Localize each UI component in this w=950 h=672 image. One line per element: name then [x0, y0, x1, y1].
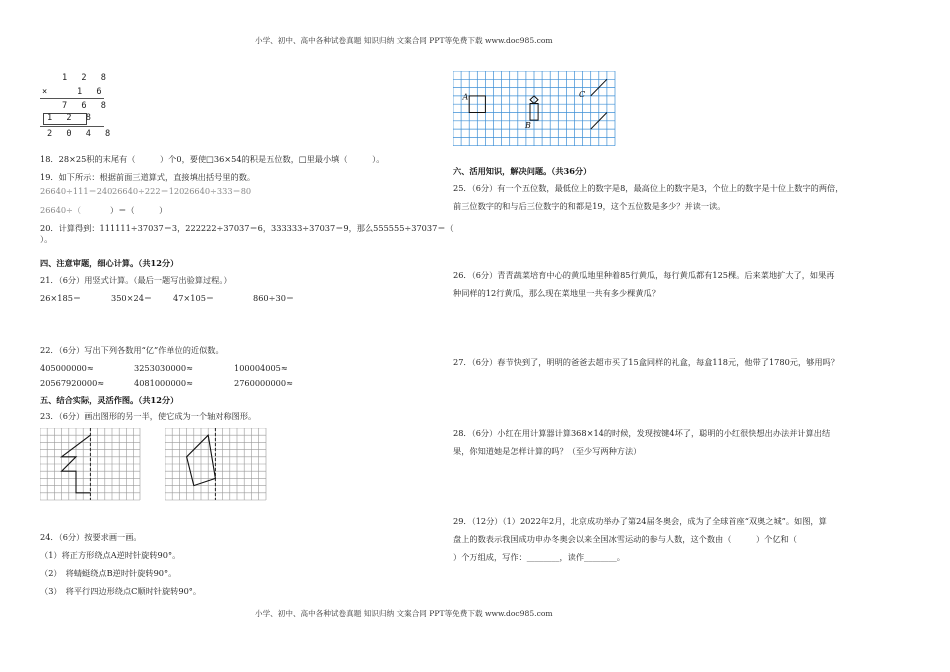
- section-5-heading: 五、结合实际，灵活作图。（共12分）: [40, 395, 179, 405]
- q21-item-4: 860÷30＝: [253, 293, 295, 303]
- q21-item-2: 350×24＝: [111, 293, 153, 303]
- q21-item-1: 26×185＝: [40, 293, 82, 303]
- question-28-line-2: 果，你知道她是怎样计算的吗？（至少写两种方法）: [453, 446, 642, 456]
- question-26-line-2: 种同样的12行黄瓜，那么现在菜地里一共有多少棵黄瓜？: [453, 288, 660, 298]
- question-25: 25．（6分）有一个五位数，最低位上的数字是8，最高位上的数字是3，个位上的数字是十位上数字的两倍，: [453, 183, 844, 193]
- question-25-line-2: 前三位数字的和与后三位数字的和都是19，这个五位数是多少？并读一读。: [453, 201, 726, 211]
- calc-result: 2 0 4 8: [47, 129, 115, 139]
- question-22: 22．（6分）写出下列各数用“亿”作单位的近似数。: [40, 345, 224, 355]
- calc-multiplicand: 1 2 8: [62, 73, 111, 83]
- question-29-line-2: 盘上的数表示我国成功申办冬奥会以来全国冰雪运动的参与人数，这个数由（ ）个亿和（: [453, 534, 797, 544]
- q22-item-2: 3253030000≈: [134, 363, 193, 373]
- calc-times-sign: ×: [42, 87, 52, 97]
- q22-item-4: 20567920000≈: [40, 378, 105, 388]
- question-19: 19．如下所示：根据前面三道算式，直接填出括号里的数。: [40, 172, 256, 182]
- question-29: 29．（12分）（1）2022年2月，北京成功举办了第24届冬奥会，成为了全球首座“双奥之城”。如图，算: [453, 516, 827, 526]
- symmetry-grid-2: [165, 428, 267, 501]
- q24-item-3: （3） 将平行四边形绕点C顺时针旋转90°。: [40, 586, 202, 596]
- question-18: 18．28×25积的末尾有（ ）个0，要使□36×54的积是五位数，□里最小填（ ）。: [40, 154, 385, 164]
- q19-example-1: 26640÷111＝240: [40, 186, 113, 196]
- q22-item-1: 405000000≈: [40, 363, 94, 373]
- question-29-line-3: ）个万组成，写作：________，读作________。: [453, 552, 625, 562]
- rotation-grid: [453, 71, 617, 147]
- question-21: 21．（6分）用竖式计算。（最后一题写出验算过程。）: [40, 275, 232, 285]
- q22-item-6: 2760000000≈: [234, 378, 293, 388]
- section-4-heading: 四、注意审题，细心计算。（共12分）: [40, 258, 179, 268]
- calc-partial-2: 1 2 8: [47, 113, 96, 123]
- calc-multiplier: 1 6: [77, 87, 107, 97]
- point-c-label: C: [579, 90, 586, 99]
- question-28: 28．（6分）小红在用计算器计算368×14的时候，发现按键4坏了，聪明的小红很快想出办法并计算出结: [453, 428, 831, 438]
- question-27: 27．（6分）春节快到了，明明的爸爸去超市买了15盒同样的礼盒，每盒118元，他带了1780元，够用吗？: [453, 357, 839, 367]
- page-header: 小学、初中、高中各种试卷真题 知识归纳 文案合同 PPT等免费下载 www.doc985.com: [255, 36, 553, 45]
- section-6-heading: 六、活用知识，解决问题。（共36分）: [453, 166, 592, 176]
- question-20: 20．计算得到：111111÷37037＝3，222222÷37037＝6，333333÷37037＝9，那么555555÷37037＝（: [40, 223, 454, 233]
- q22-item-5: 4081000000≈: [134, 378, 193, 388]
- calc-line-2: [40, 126, 104, 127]
- q24-item-1: （1）将正方形绕点A逆时针旋转90°。: [40, 550, 181, 560]
- q19-example-2: 26640÷222＝120: [112, 186, 185, 196]
- question-20-end: ）。: [40, 234, 53, 244]
- question-26: 26．（6分）青青蔬菜培育中心的黄瓜地里种着85行黄瓜，每行黄瓜都有125棵。后来菜地扩大了，如果再: [453, 270, 835, 280]
- calc-line-1: [40, 98, 104, 99]
- calc-partial-1: 7 6 8: [62, 101, 111, 111]
- symmetry-grid-1: [40, 428, 141, 501]
- q19-blank-prefix: 26640÷（: [40, 205, 82, 215]
- q19-blank-suffix: ）＝（ ）: [110, 205, 168, 215]
- q21-item-3: 47×105＝: [173, 293, 215, 303]
- question-24: 24．（6分）按要求画一画。: [40, 532, 142, 542]
- point-b-label: B: [525, 121, 531, 130]
- point-a-label: A: [462, 92, 469, 102]
- page-footer: 小学、初中、高中各种试卷真题 知识归纳 文案合同 PPT等免费下载 www.doc985.com: [255, 609, 553, 618]
- q22-item-3: 100004005≈: [234, 363, 288, 373]
- q24-item-2: （2） 将蜻蜓绕点B逆时针旋转90°。: [40, 568, 177, 578]
- question-23: 23．（6分）画出图形的另一半，使它成为一个轴对称图形。: [40, 411, 257, 421]
- q19-example-3: 26640÷333＝80: [184, 186, 252, 196]
